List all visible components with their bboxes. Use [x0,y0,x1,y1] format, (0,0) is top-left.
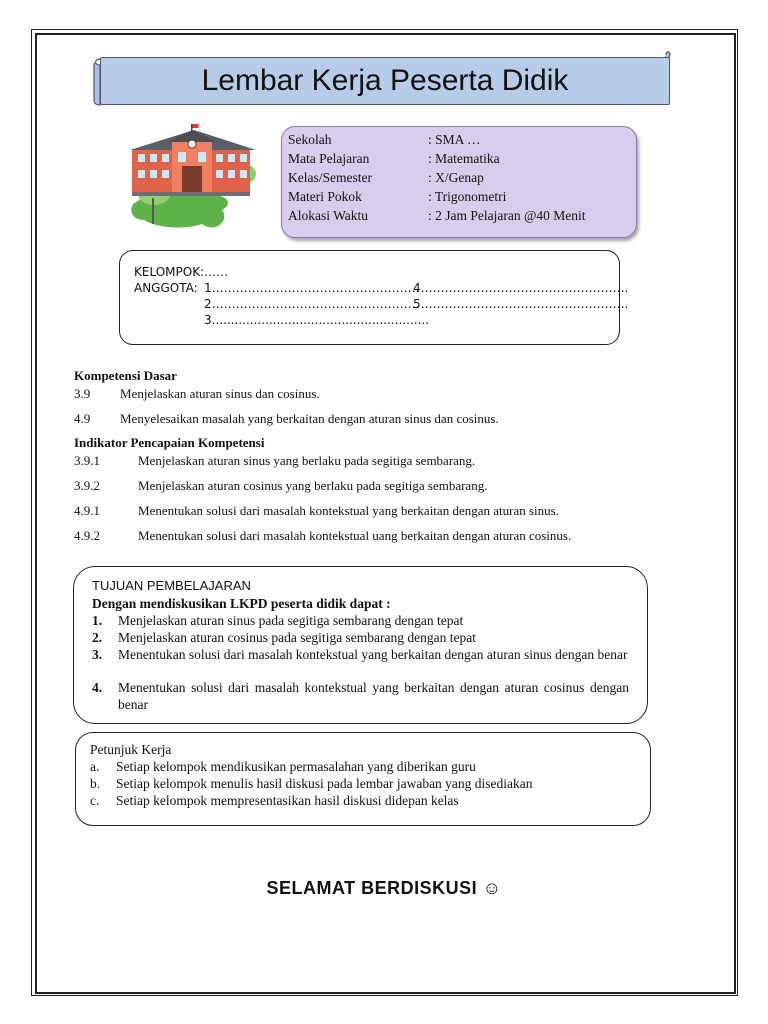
indikator-num: 4.9.2 [74,528,100,543]
group-members-box [119,250,629,345]
info-key: Alokasi Waktu [288,208,369,223]
petunjuk-num: c. [90,793,100,808]
goal-num: 2. [92,630,103,645]
member-line-4: 4……………………………………………. [413,281,629,295]
info-value: : Matematika [428,151,500,166]
goal-item [92,613,629,630]
indikator-title: Indikator Pencapaian Kompetensi [74,435,265,450]
work-instructions-box [75,732,651,826]
petunjuk-title: Petunjuk Kerja [90,742,172,757]
page-title: Lembar Kerja Peserta Didik [201,64,569,97]
goal-text: Menentukan solusi dari masalah kontekstual yang berkaitan dengan aturan cosinus dengan benar [118,680,629,712]
petunjuk-num: b. [90,776,101,791]
goal-text: Menentukan solusi dari masalah kontekstual yang berkaitan dengan aturan sinus dengan benar [118,647,628,662]
kompetensi-text: Menyelesaikan masalah yang berkaitan dengan aturan sinus dan cosinus. [120,411,499,426]
school-info-box [281,126,637,238]
member-line-1: 1……………………………………………. [204,281,420,295]
kompetensi-text: Menjelaskan aturan sinus dan cosinus. [120,386,320,401]
goal-text: Menjelaskan aturan sinus pada segitiga sembarang dengan tepat [118,613,464,628]
school-building-icon [126,124,262,236]
indikator-num: 3.9.1 [74,453,100,468]
goal-item [92,647,629,664]
info-key: Kelas/Semester [288,170,372,185]
goal-item [92,680,629,713]
goal-item [92,630,629,647]
member-line-3: 3......................................................... [204,313,430,327]
indikator-num: 3.9.2 [74,478,100,493]
petunjuk-text: Setiap kelompok mendikusikan permasalahan yang diberikan guru [116,759,476,774]
member-line-2: 2……………………………………………. [204,297,420,311]
indikator-text: Menentukan solusi dari masalah kontekstual uang berkaitan dengan aturan cosinus. [138,528,572,543]
info-value: : Trigonometri [428,189,507,204]
tujuan-title: TUJUAN PEMBELAJARAN [92,578,251,593]
goal-num: 1. [92,613,103,628]
kompetensi-title: Kompetensi Dasar [74,368,177,383]
goal-num: 3. [92,647,103,662]
indikator-text: Menjelaskan aturan sinus yang berlaku pada segitiga sembarang. [138,453,476,468]
kompetensi-num: 4.9 [74,411,91,426]
kompetensi-num: 3.9 [74,386,91,401]
goal-text: Menjelaskan aturan cosinus pada segitiga sembarang dengan tepat [118,630,477,645]
closing-message: SELAMAT BERDISKUSI ☺ [266,878,502,898]
tujuan-subtitle: Dengan mendiskusikan LKPD peserta didik dapat : [92,596,391,611]
info-key: Mata Pelajaran [288,151,370,166]
info-value: : 2 Jam Pelajaran @40 Menit [428,208,586,223]
petunjuk-text: Setiap kelompok menulis hasil diskusi pada lembar jawaban yang disediakan [116,776,533,791]
learning-goals-box [73,566,648,724]
banner-body [100,57,670,105]
anggota-label: ANGGOTA: [134,281,198,295]
indikator-text: Menjelaskan aturan cosinus yang berlaku pada segitiga sembarang. [138,478,488,493]
petunjuk-text: Setiap kelompok mempresentasikan hasil diskusi didepan kelas [116,793,459,808]
info-value: : SMA … [428,132,481,147]
indikator-num: 4.9.1 [74,503,100,518]
member-line-5: 5……………………………………………. [413,297,629,311]
petunjuk-num: a. [90,759,100,774]
kelompok-label: KELOMPOK:…… [134,265,229,279]
title-banner [92,55,668,107]
info-key: Sekolah [288,132,332,147]
goal-num: 4. [92,680,103,695]
info-key: Materi Pokok [288,189,362,204]
info-value: : X/Genap [428,170,484,185]
indikator-text: Menentukan solusi dari masalah kontekstual yang berkaitan dengan aturan sinus. [138,503,559,518]
